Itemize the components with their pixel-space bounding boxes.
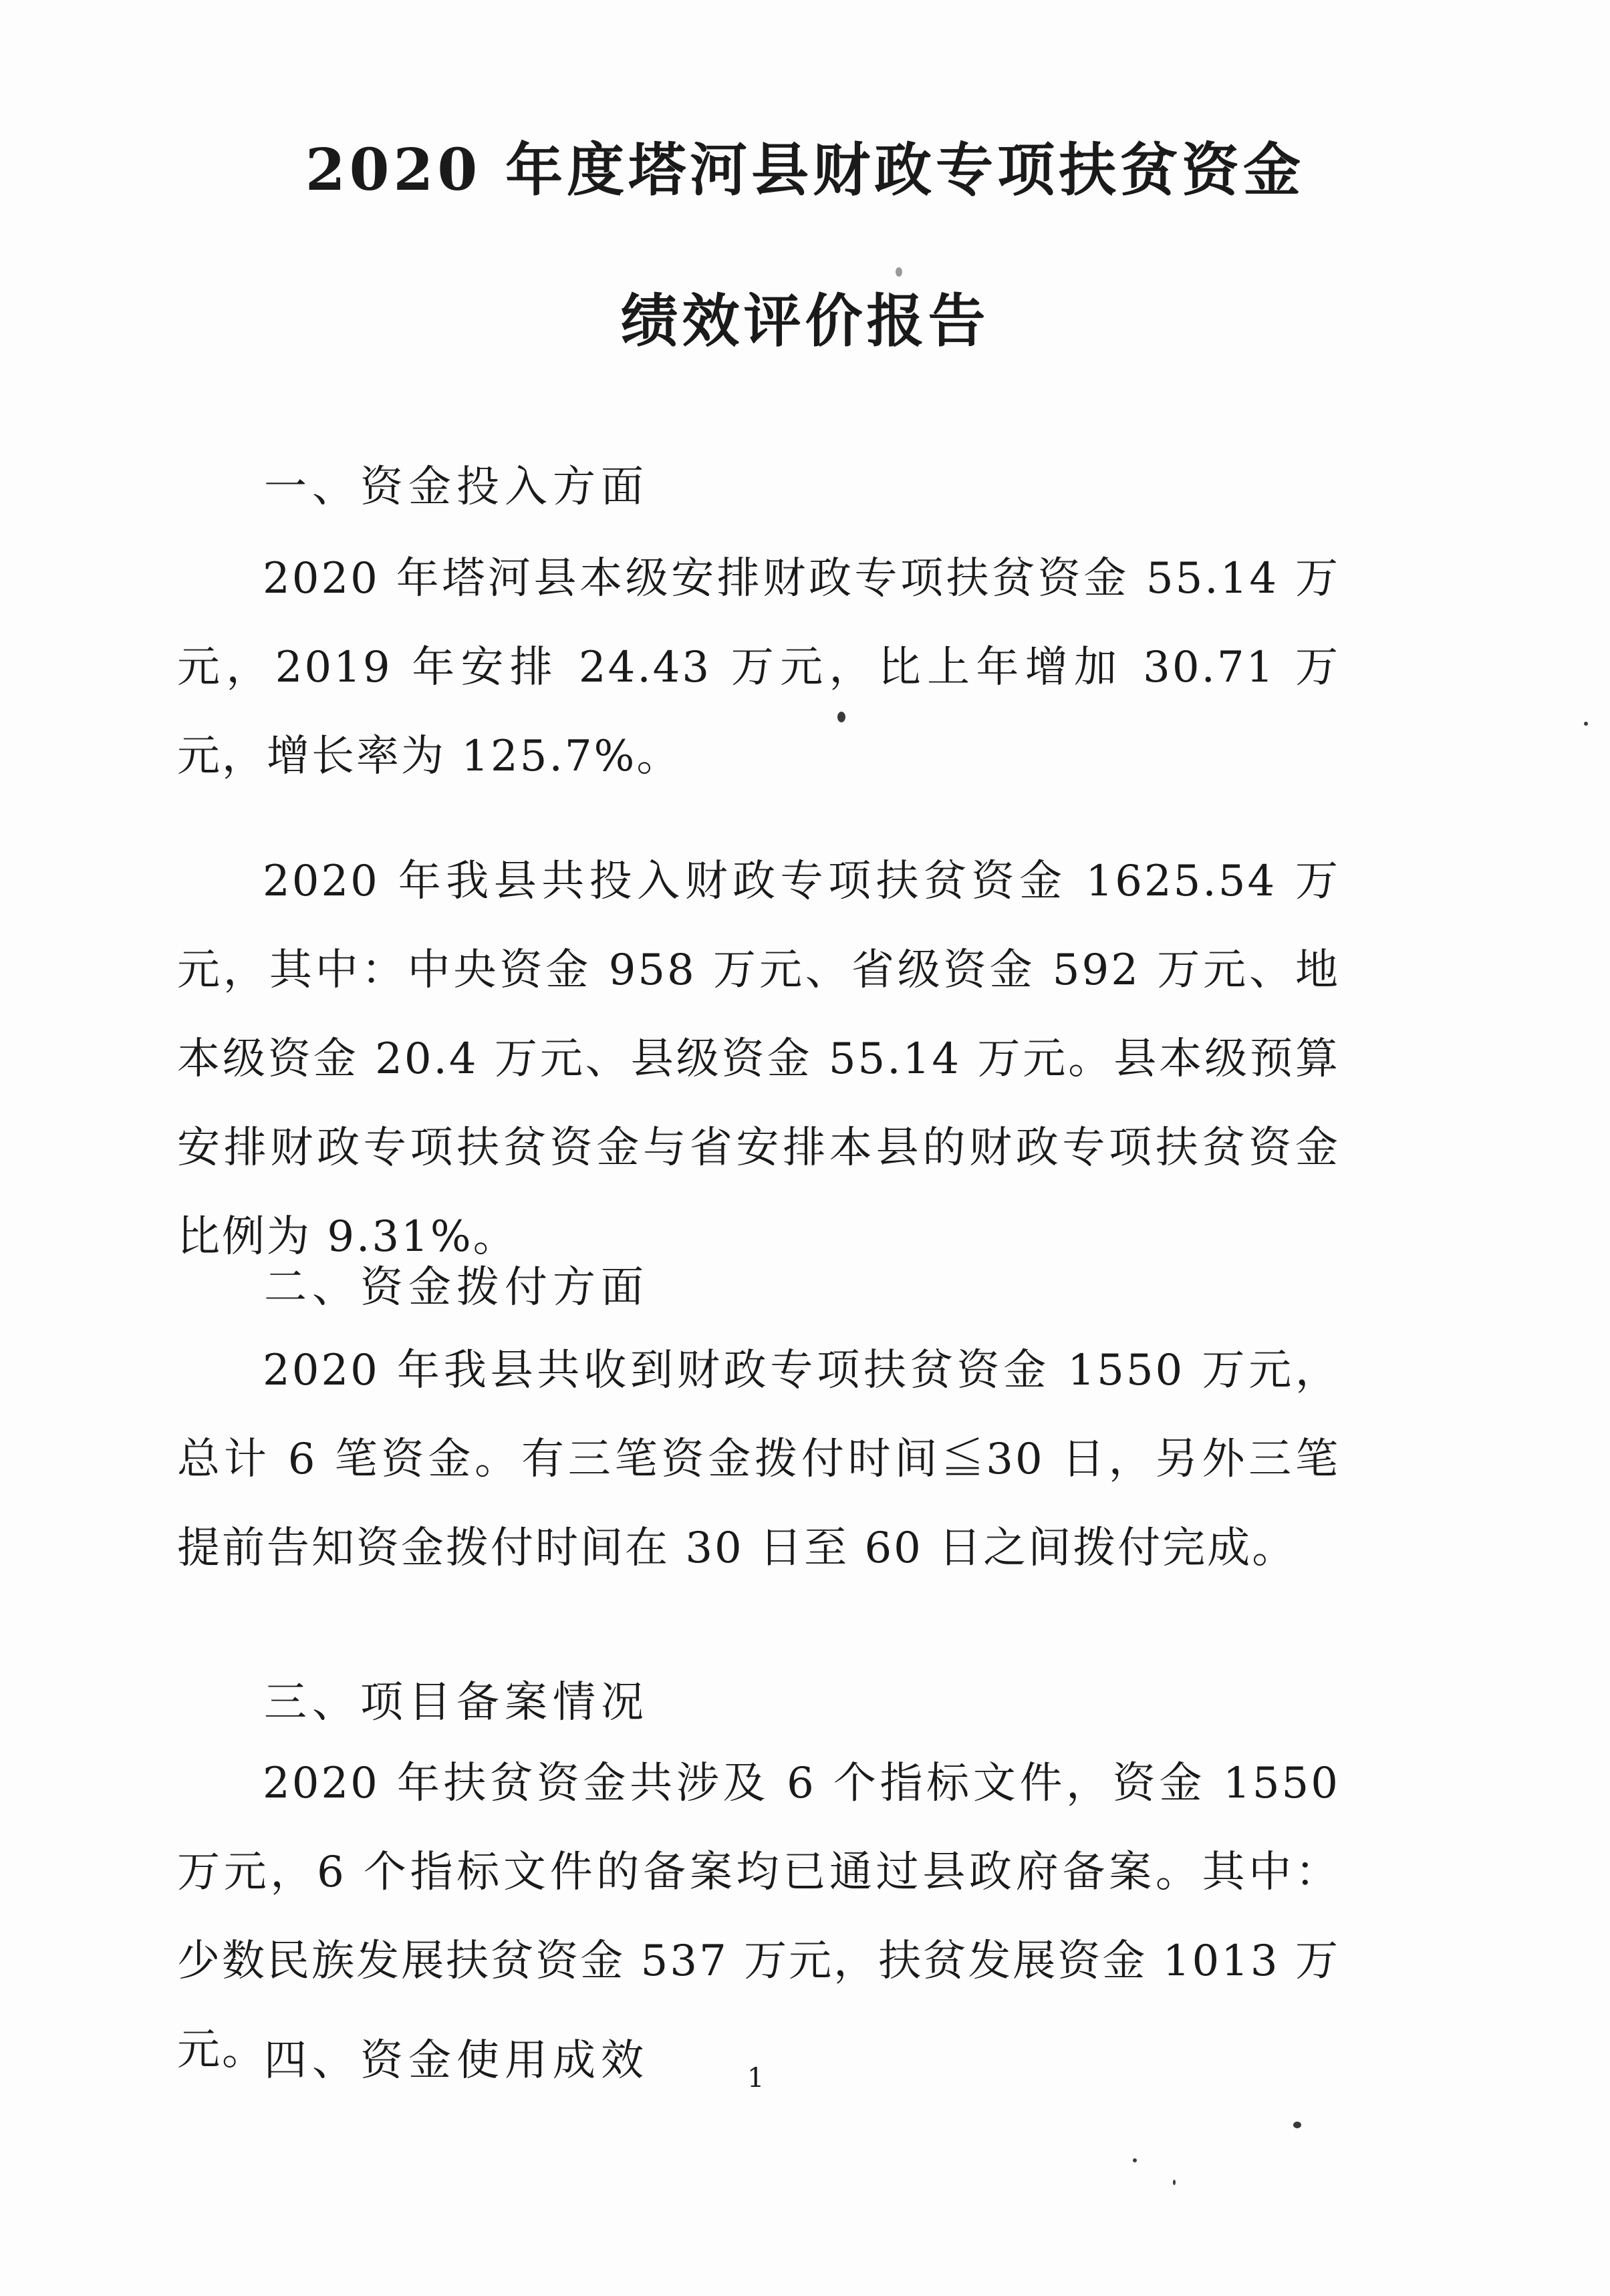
paragraph-project-filing: 2020 年扶贫资金共涉及 6 个指标文件，资金 1550 万元，6 个指标文件的备案均已通过县政府备案。其中：少数民族发展扶贫资金 537 万元，扶贫发展资金 1013 万元。 — [177, 1759, 1340, 2075]
paragraph-total-funding-breakdown: 2020 年我县共投入财政专项扶贫资金 1625.54 万元，其中：中央资金 958 万元、省级资金 592 万元、地本级资金 20.4 万元、县级资金 55.14 万元。县本级预算安排财政专项扶贫资金与省安排本县的财政专项扶贫资金比例为 9.31%。 — [177, 857, 1340, 1262]
scan-speck — [1584, 722, 1588, 726]
paragraph-fund-disbursement: 2020 年我县共收到财政专项扶贫资金 1550 万元，总计 6 笔资金。有三笔资金拨付时间≦30 日，另外三笔提前告知资金拨付时间在 30 日至 60 日之间拨付完成。 — [177, 1346, 1340, 1573]
page-number: 1 — [747, 2063, 765, 2094]
section-heading-fund-disbursement: 二、资金拨付方面 — [264, 1263, 649, 1312]
section-heading-fund-effectiveness: 四、资金使用成效 — [264, 2036, 649, 2086]
section-heading-project-filing: 三、项目备案情况 — [264, 1678, 649, 1727]
document-title-line-1: 2020 年度塔河县财政专项扶贫资金 — [305, 136, 1305, 204]
scan-speck — [1133, 2158, 1137, 2162]
section-heading-funding-input: 一、资金投入方面 — [264, 462, 649, 512]
paragraph-county-level-funding: 2020 年塔河县本级安排财政专项扶贫资金 55.14 万元，2019 年安排 24.43 万元，比上年增加 30.71 万元，增长率为 125.7%。 — [177, 554, 1340, 781]
scan-speck — [896, 267, 902, 277]
scan-speck — [837, 712, 845, 722]
scan-speck — [1173, 2180, 1176, 2185]
document-title-line-2: 绩效评价报告 — [620, 287, 990, 355]
scan-speck — [1293, 2122, 1301, 2128]
